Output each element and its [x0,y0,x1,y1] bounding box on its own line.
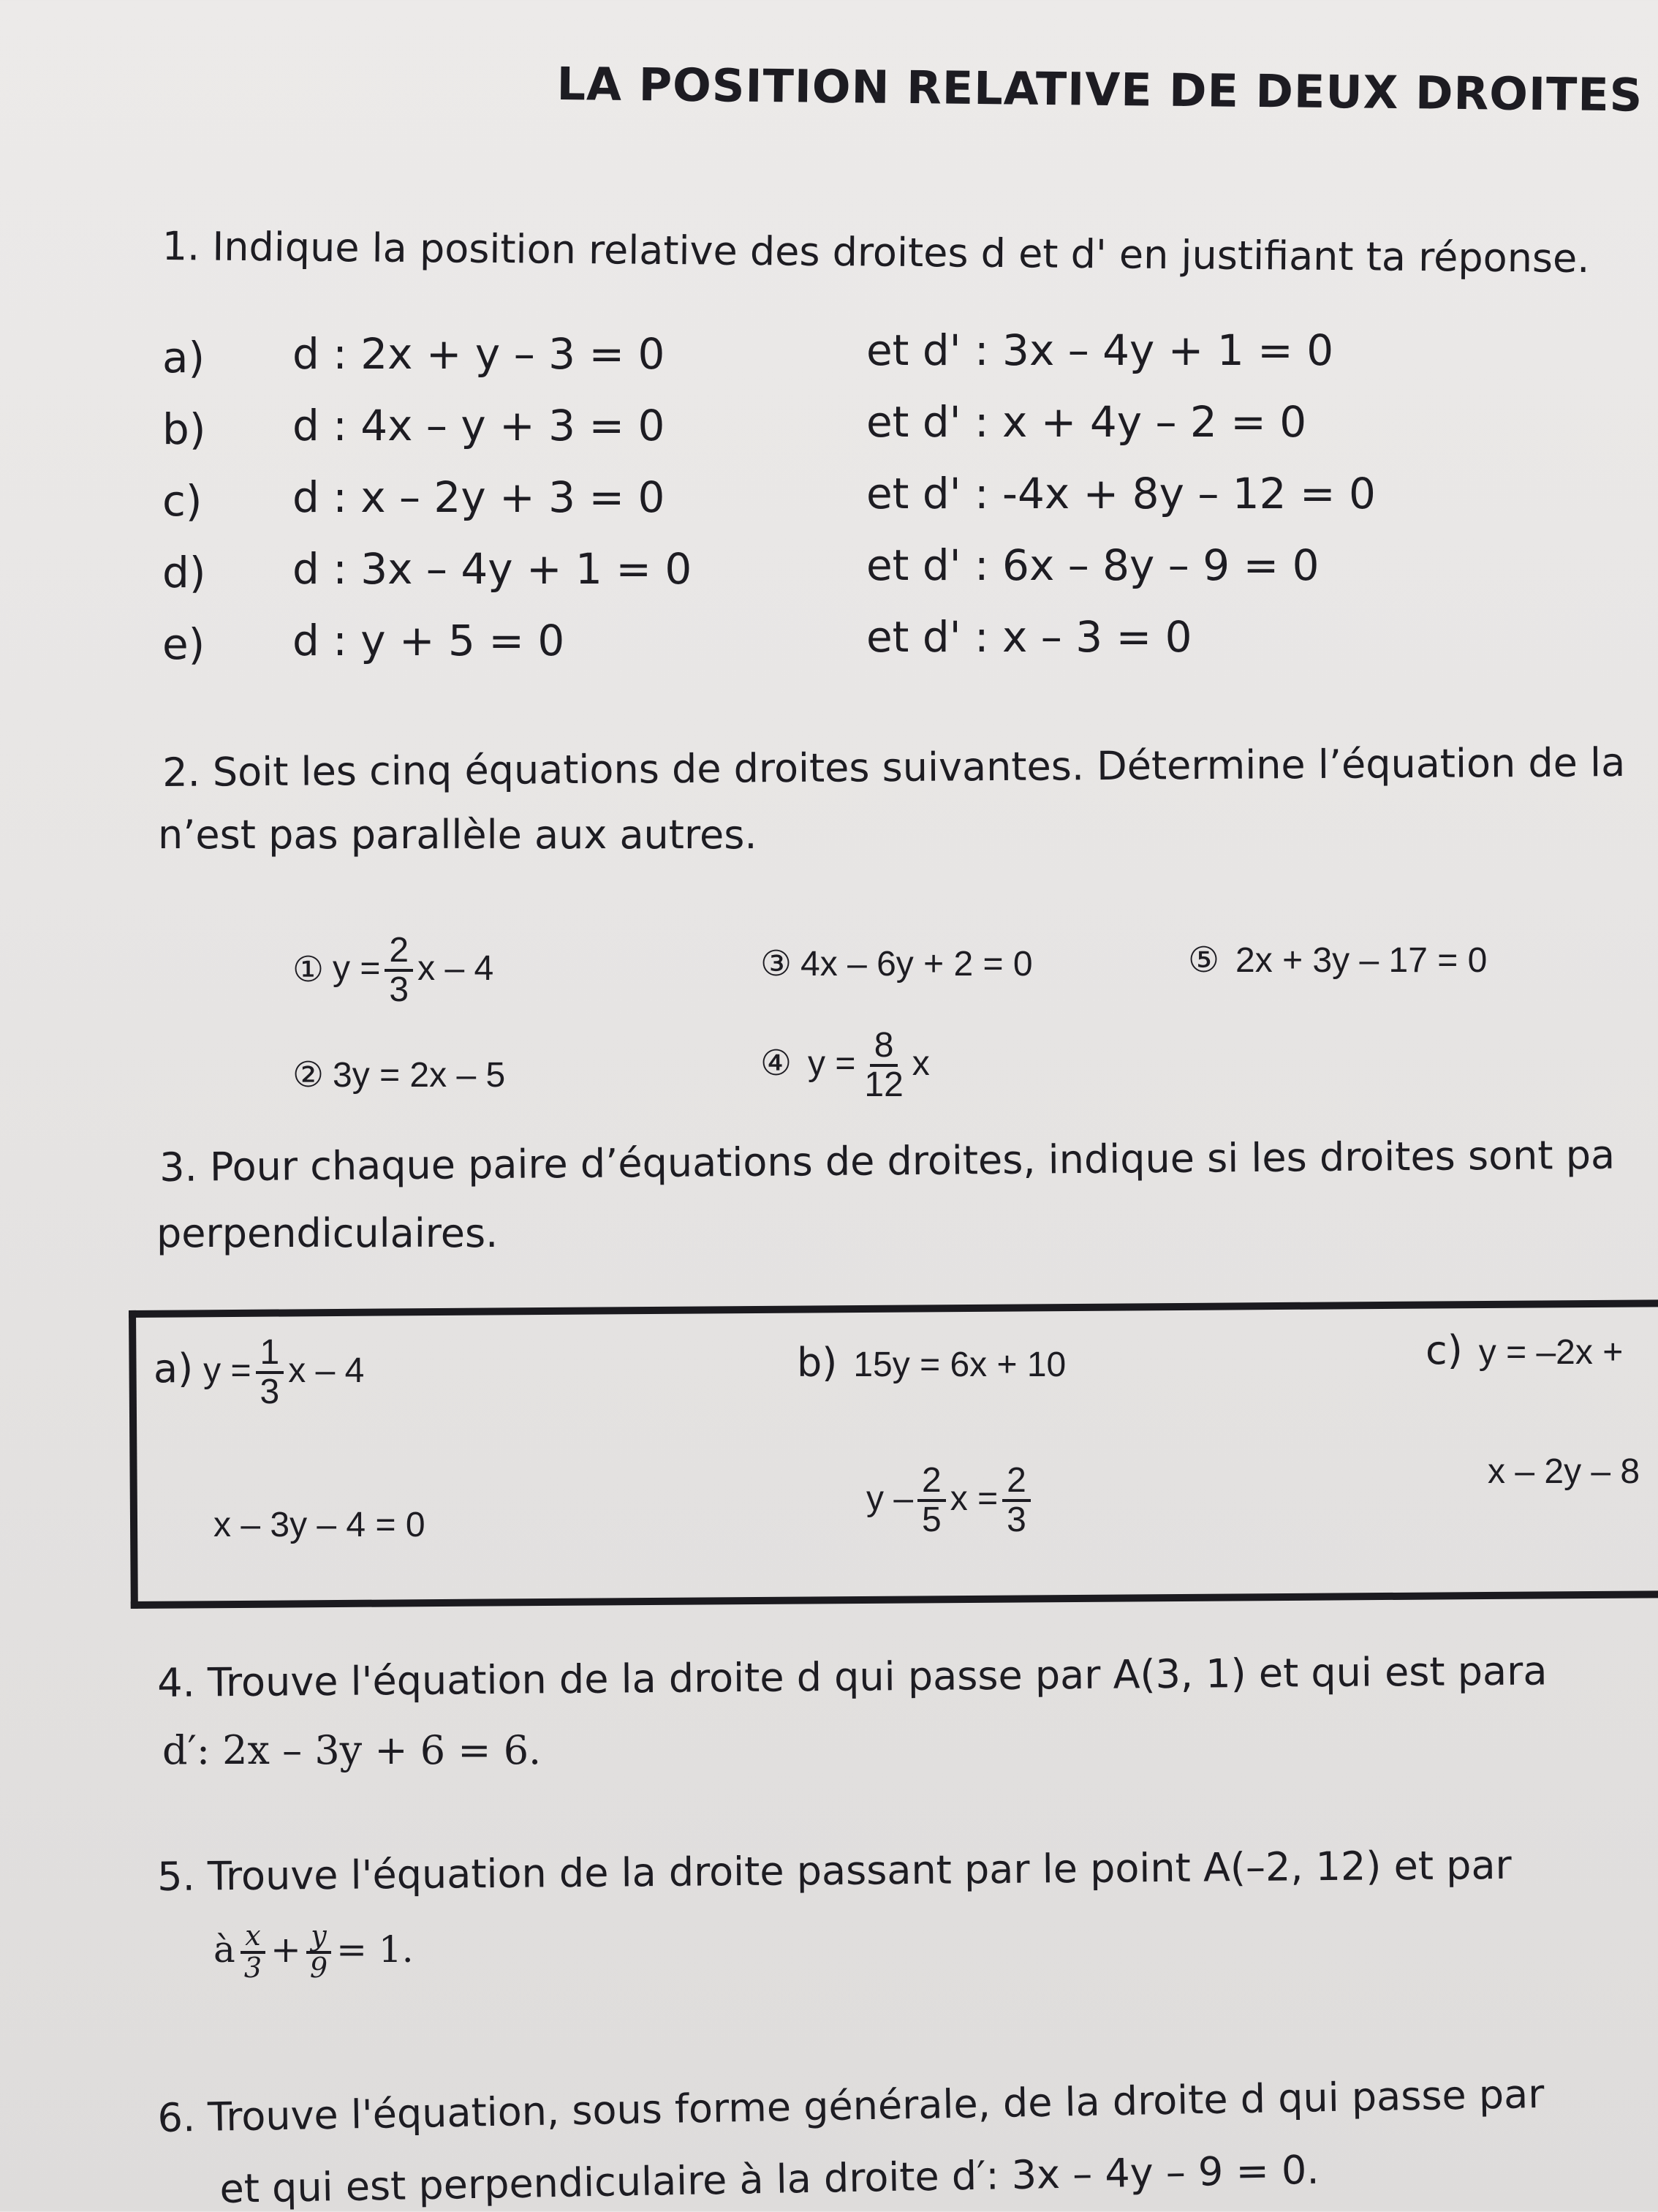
pair-c-equation-1: c) y = –2x + [1426,1327,1624,1373]
number-marker: ④ [760,1044,792,1084]
question-5-line-1: 5. Trouve l'équation de la droite passant par le point A(–2, 12) et par [157,1841,1512,1900]
question-2-line-2: n’est pas parallèle aux autres. [158,812,757,858]
line-d-equation: d : 2x + y – 3 = 0 [292,329,665,379]
fraction: $\frac{y}{9}$ [306,1922,332,1983]
number-marker: ① [292,951,325,990]
fraction: $\frac{x}{3}$ [240,1922,266,1983]
item-label: b) [162,404,206,454]
line-d-equation: d : y + 5 = 0 [292,616,565,665]
question-6-line-1: 6. Trouve l'équation, sous forme générale, de la droite d qui passe par [157,2070,1545,2141]
line-d-prime-equation: et d' : 3x – 4y + 1 = 0 [866,325,1334,375]
fraction: $\frac{1}{3}$ [256,1335,284,1411]
question-3-line-1: 3. Pour chaque paire d’équations de droites, indique si les droites sont pa [159,1131,1616,1190]
pair-a-equation-2: x – 3y – 4 = 0 [213,1506,425,1544]
equation-3: ③ 4x – 6y + 2 = 0 [760,945,1033,984]
equation-4: ④ y = $\frac{8}{12}$ x [760,1026,930,1105]
question-4-line-1: 4. Trouve l'équation de la droite d qui passe par A(3, 1) et qui est para [157,1647,1548,1706]
page-title: LA POSITION RELATIVE DE DEUX DROITES [556,57,1643,122]
equation-1: ① y = $\frac{2}{3}$ x – 4 [292,931,494,1010]
equation-5: ⑤ 2x + 3y – 17 = 0 [1188,941,1488,980]
number-marker: ③ [760,945,792,984]
fraction: $\frac{2}{5}$ [917,1462,946,1539]
line-d-equation: d : x – 2y + 3 = 0 [292,472,665,522]
item-label: e) [162,619,205,669]
equation-2: ② 3y = 2x – 5 [292,1056,506,1095]
pair-b-equation-1: b) 15y = 6x + 10 [797,1340,1067,1386]
line-d-equation: d : 4x – y + 3 = 0 [292,401,665,450]
pair-a-equation-1: a) y = $\frac{1}{3}$ x – 4 [154,1333,365,1412]
question-5-line-2: à $\frac{x}{3}$ + $\frac{y}{9}$ = 1. [213,1920,414,1984]
item-label: a) [154,1345,194,1392]
fraction: $\frac{8}{12}$ [864,1026,904,1105]
line-d-prime-equation: et d' : 6x – 8y – 9 = 0 [866,540,1320,590]
item-label: c) [1426,1327,1463,1373]
item-label: b) [797,1340,838,1386]
question-4-line-2: d′: 2x – 3y + 6 = 6. [162,1727,542,1773]
question-3-line-2: perpendiculaires. [156,1210,499,1256]
line-d-equation: d : 3x – 4y + 1 = 0 [292,544,692,594]
line-d-prime-equation: et d' : x + 4y – 2 = 0 [866,397,1307,447]
line-d-prime-equation: et d' : x – 3 = 0 [866,612,1192,662]
number-marker: ② [292,1056,325,1095]
question-6-line-2: et qui est perpendiculaire à la droite d′: 3x – 4y – 9 = 0. [219,2146,1320,2212]
item-label: d) [162,548,206,597]
item-label: c) [162,476,202,526]
fraction: $\frac{2}{3}$ [1002,1462,1031,1539]
fraction: $\frac{2}{3}$ [385,932,413,1009]
item-label: a) [162,333,205,382]
pair-c-equation-2: x – 2y – 8 [1488,1452,1640,1491]
number-marker: ⑤ [1188,941,1220,980]
pair-b-equation-2: y – $\frac{2}{5}$ x = $\frac{2}{3}$ [866,1462,1035,1539]
line-d-prime-equation: et d' : -4x + 8y – 12 = 0 [866,469,1376,518]
question-2-line-1: 2. Soit les cinq équations de droites suivantes. Détermine l’équation de la [162,739,1626,796]
question-1-text: 1. Indique la position relative des droites d et d' en justifiant ta réponse. [162,223,1590,282]
